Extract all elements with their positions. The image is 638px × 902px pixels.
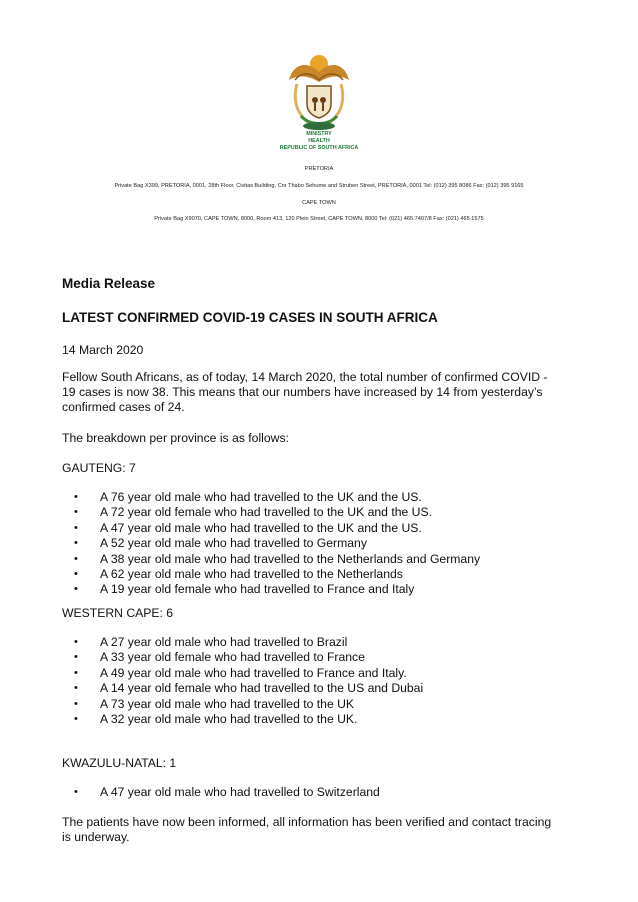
list-item: • A 19 year old female who had travelled to France and Italy (62, 582, 582, 597)
release-title: LATEST CONFIRMED COVID-19 CASES IN SOUTH AFRICA (62, 310, 438, 325)
ministry-label (250, 131, 388, 152)
closing-paragraph (62, 815, 582, 845)
ministry-line-3: REPUBLIC OF SOUTH AFRICA (279, 145, 359, 151)
ministry-line-1: MINISTRY (306, 131, 332, 137)
province-heading-western-cape: WESTERN CAPE: 6 (62, 606, 174, 620)
pretoria-address: Private Bag X399, PRETORIA, 0001, 28th Floor, Civitas Building, Cnr Thabo Sehume and Struben Street, PRETORIA, 0001 Tel: (012) 395 8086 Fax: (012) 395 9165 (114, 183, 524, 189)
list-item: • A 76 year old male who had travelled to the UK and the US. (62, 490, 582, 505)
list-item: • A 49 year old male who had travelled to France and Italy. (62, 666, 582, 681)
gauteng-case-list (62, 490, 582, 598)
list-item: • A 27 year old male who had travelled to Brazil (62, 635, 582, 650)
list-item: • A 32 year old male who had travelled to the UK. (62, 712, 582, 727)
western-cape-case-list (62, 635, 582, 727)
capetown-label: CAPE TOWN (302, 200, 336, 206)
list-item: • A 47 year old male who had travelled to the UK and the US. (62, 521, 582, 536)
capetown-address: Private Bag X9070, CAPE TOWN, 8000, Room 413, 120 Plein Street, CAPE TOWN, 8000 Tel: (021) 465 7407/8 Fax: (021) 465 1575 (154, 216, 484, 222)
intro-line-2: 19 cases is now 38. This means that our numbers have increased by 14 from yesterday’s (62, 385, 543, 399)
intro-line-3: confirmed cases of 24. (62, 400, 185, 414)
list-item: • A 73 year old male who had travelled to the UK (62, 697, 582, 712)
list-item: • A 14 year old female who had travelled to the US and Dubai (62, 681, 582, 696)
list-item: • A 33 year old female who had travelled to France (62, 650, 582, 665)
release-date: 14 March 2020 (62, 343, 144, 357)
list-item: • A 52 year old male who had travelled to Germany (62, 536, 582, 551)
closing-line-2: is underway. (62, 830, 130, 844)
list-item: • A 62 year old male who had travelled to the Netherlands (62, 567, 582, 582)
province-heading-gauteng: GAUTENG: 7 (62, 461, 136, 475)
intro-paragraph (62, 370, 582, 415)
ministry-line-2: HEALTH (308, 138, 330, 144)
province-heading-kwazulu-natal: KWAZULU-NATAL: 1 (62, 756, 177, 770)
media-release-heading: Media Release (62, 276, 156, 291)
intro-line-1: Fellow South Africans, as of today, 14 March 2020, the total number of confirmed COVID - (62, 370, 548, 384)
kwazulu-natal-case-list (62, 785, 582, 800)
closing-line-1: The patients have now been informed, all information has been verified and contact tracing (62, 815, 552, 829)
pretoria-label: PRETORIA (304, 166, 334, 172)
list-item: • A 38 year old male who had travelled to the Netherlands and Germany (62, 552, 582, 567)
list-item: • A 47 year old male who had travelled to Switzerland (62, 785, 582, 800)
south-africa-coat-of-arms-icon (283, 50, 355, 132)
breakdown-intro: The breakdown per province is as follows: (62, 431, 289, 445)
list-item: • A 72 year old female who had travelled to the UK and the US. (62, 505, 582, 520)
